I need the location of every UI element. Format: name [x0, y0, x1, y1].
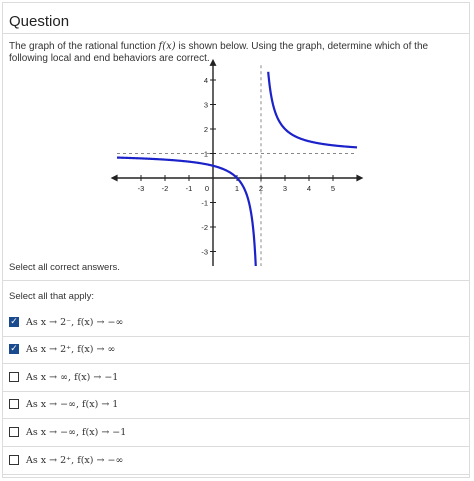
answer-option[interactable]: [9, 452, 123, 468]
option-divider: [2, 363, 470, 364]
answer-checkbox[interactable]: [9, 455, 19, 465]
y-tick-label: 1: [203, 149, 208, 159]
title-divider: [2, 33, 470, 34]
answer-option-text: As x → ∞, f(x) → −1: [26, 371, 119, 383]
x-axis-arrow-left: [111, 175, 118, 182]
answer-option-text: As x → 2⁺, f(x) → ∞: [26, 343, 116, 355]
y-axis-arrow-up: [210, 59, 217, 66]
check-icon: ✓: [10, 343, 18, 354]
y-tick-label: -2: [201, 223, 208, 232]
answer-option[interactable]: [9, 314, 123, 330]
answer-checkbox[interactable]: [9, 317, 19, 327]
prompt-text-start: The graph of the rational function: [9, 41, 159, 52]
question-title: Question: [9, 13, 70, 30]
x-tick-label: -2: [161, 184, 169, 193]
x-tick-label: 2: [258, 184, 264, 193]
x-axis-arrow-right: [356, 175, 363, 182]
answer-option[interactable]: [9, 424, 126, 440]
x-tick-label: 1: [234, 184, 240, 193]
answer-option-text: As x → 2⁺, f(x) → −∞: [26, 454, 124, 466]
option-divider: [2, 446, 470, 447]
instruction-note: Select all correct answers.: [9, 262, 120, 273]
option-divider: [2, 418, 470, 419]
answer-option[interactable]: [9, 369, 118, 385]
y-tick-label: -1: [201, 198, 208, 208]
answer-option[interactable]: [9, 341, 115, 357]
answer-option[interactable]: [9, 396, 118, 412]
x-tick-label: 0: [204, 184, 210, 193]
answer-checkbox[interactable]: [9, 344, 19, 354]
bottom-divider: [2, 474, 470, 475]
x-tick-label: -3: [137, 184, 145, 193]
option-divider: [2, 391, 470, 392]
rational-function-graph: [100, 58, 370, 266]
y-tick-label: 2: [203, 125, 208, 134]
answer-checkbox[interactable]: [9, 372, 19, 382]
note-divider: [2, 280, 470, 281]
option-divider: [2, 336, 470, 337]
select-all-label: Select all that apply:: [9, 291, 95, 302]
answer-option-text: As x → −∞, f(x) → 1: [26, 398, 119, 410]
y-tick-label: 4: [203, 76, 208, 85]
curve-left-branch: [117, 158, 256, 266]
x-tick-label: 4: [306, 184, 312, 193]
y-tick-label: -3: [201, 247, 208, 257]
answer-checkbox[interactable]: [9, 427, 19, 437]
prompt-text-end: is shown below. Using the graph, determine which of the following local and end behaviors are correct.: [9, 41, 429, 64]
curve-right-branch: [268, 72, 357, 148]
x-tick-label: -1: [185, 184, 193, 193]
x-tick-label: 3: [282, 184, 288, 193]
check-icon: ✓: [10, 316, 18, 327]
y-tick-label: 3: [203, 100, 208, 110]
x-tick-label: 5: [330, 184, 336, 193]
answer-option-text: As x → −∞, f(x) → −1: [26, 426, 127, 438]
prompt-function: f(x): [158, 41, 176, 52]
answer-checkbox[interactable]: [9, 399, 19, 409]
answer-option-text: As x → 2⁻, f(x) → −∞: [26, 316, 124, 328]
